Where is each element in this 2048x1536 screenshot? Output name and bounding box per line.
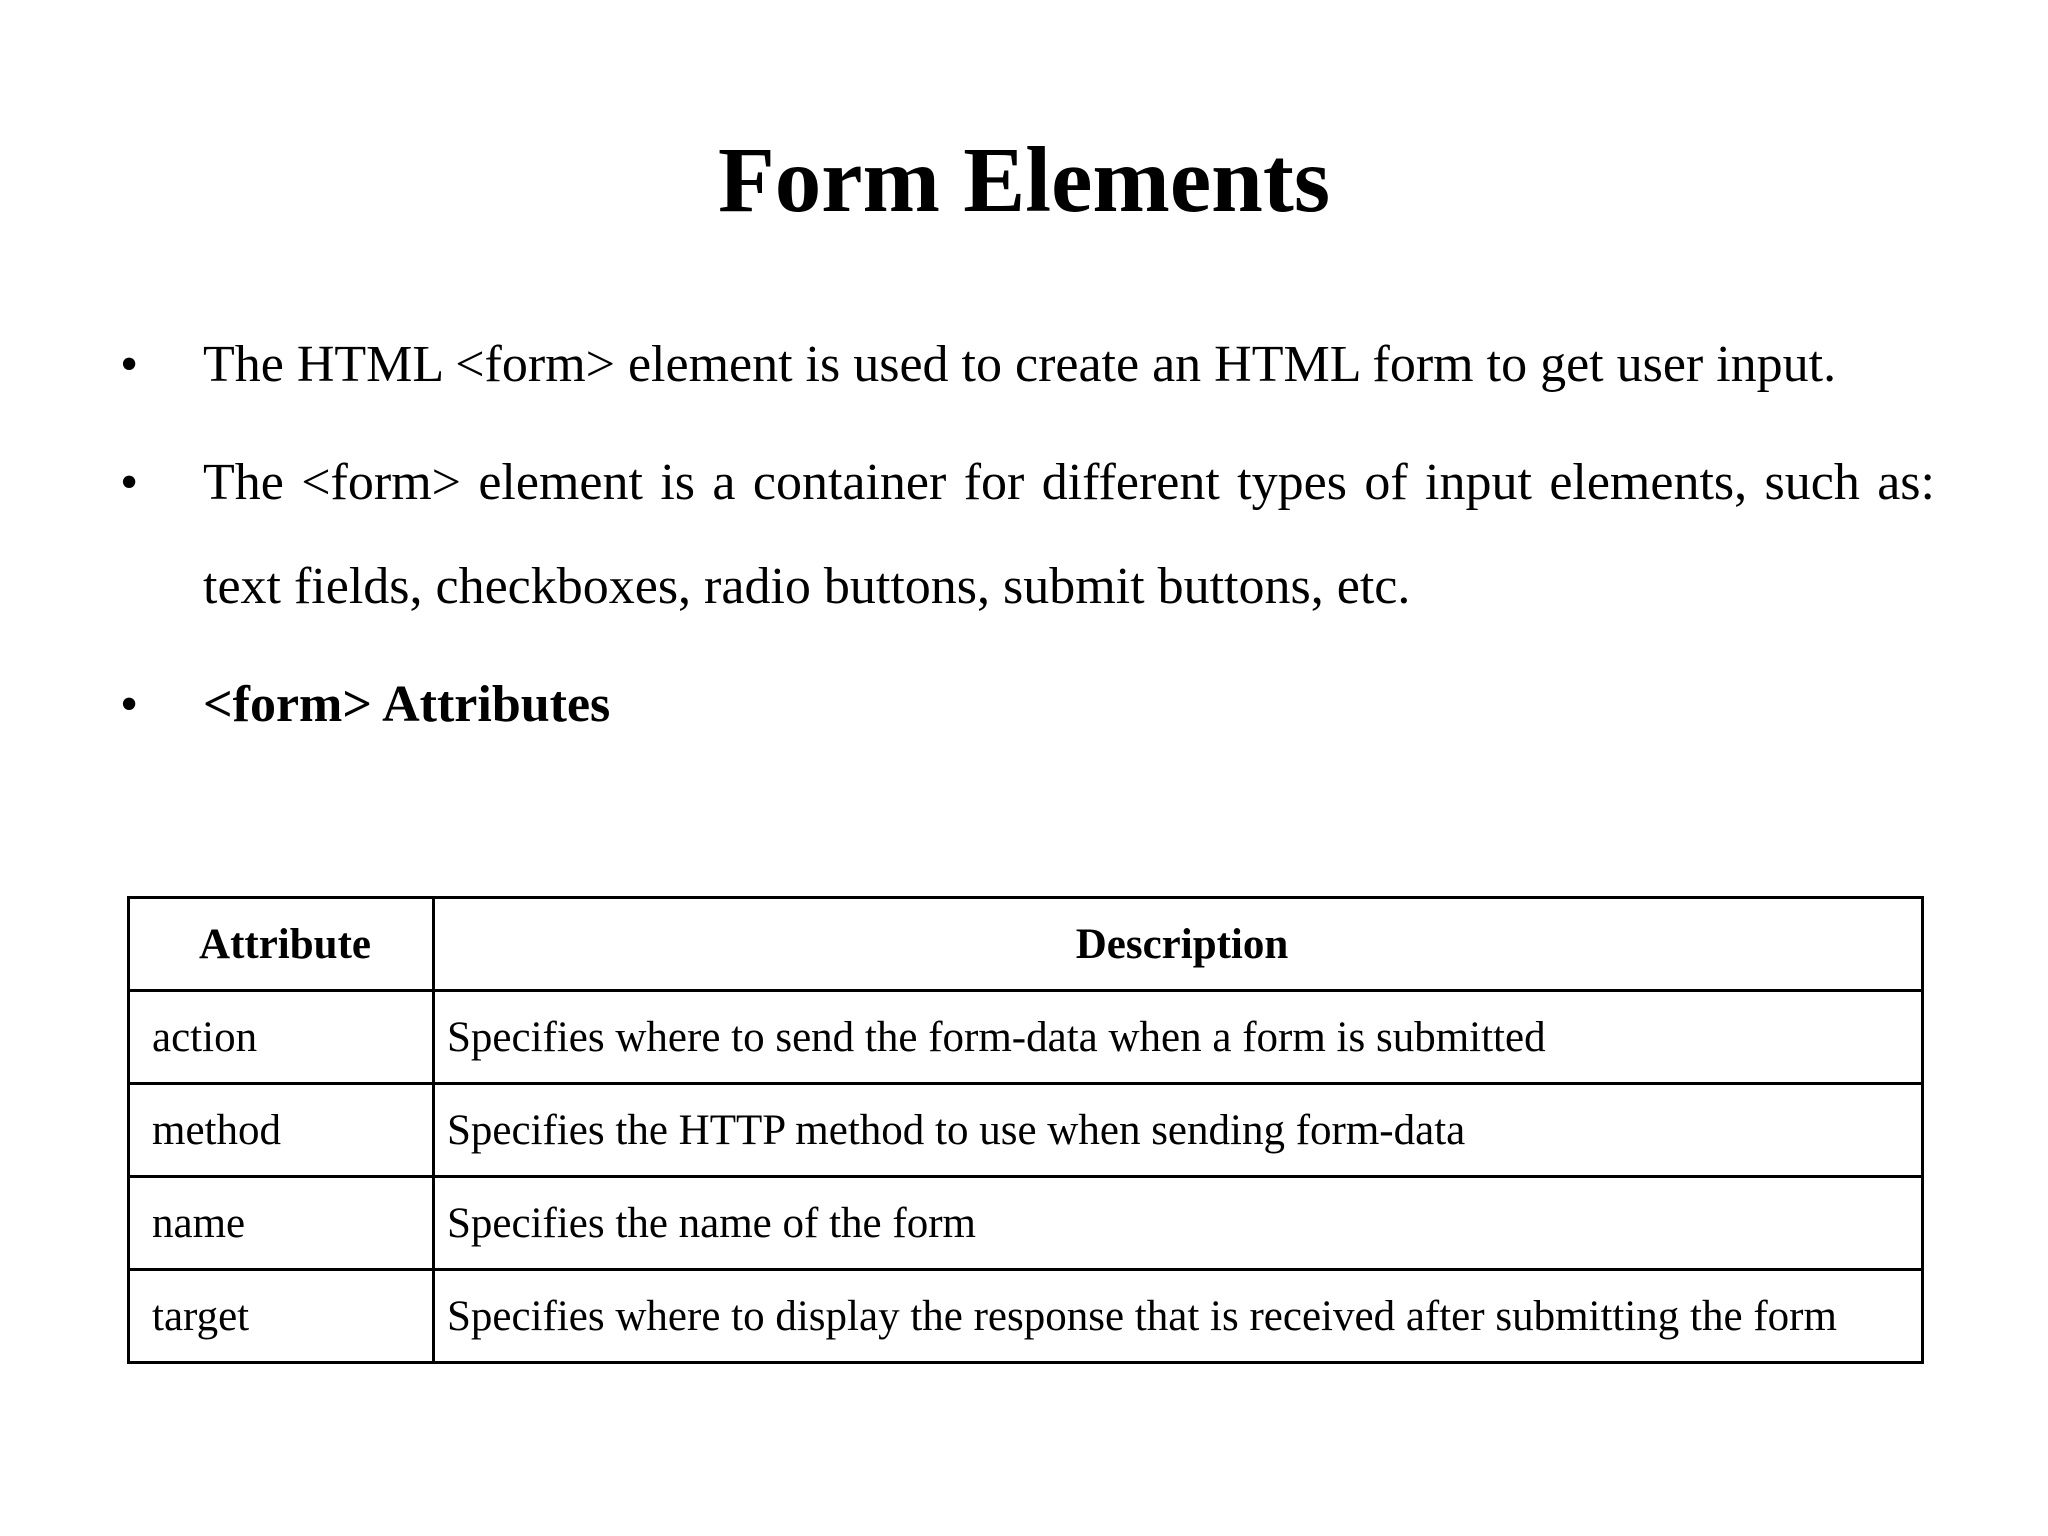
header-description: Description bbox=[434, 898, 1923, 991]
bullet-item bbox=[120, 653, 1935, 757]
bullet-dot: • bbox=[120, 676, 139, 733]
table-header-row bbox=[129, 898, 1923, 991]
attribute-cell: method bbox=[129, 1084, 434, 1177]
table-row bbox=[129, 991, 1923, 1084]
bullet-list bbox=[120, 313, 1935, 771]
description-cell: Specifies the name of the form bbox=[434, 1177, 1923, 1270]
table-row bbox=[129, 1177, 1923, 1270]
table-row bbox=[129, 1084, 1923, 1177]
attribute-cell: target bbox=[129, 1270, 434, 1363]
bullet-item bbox=[120, 431, 1935, 639]
attribute-cell: name bbox=[129, 1177, 434, 1270]
slide-title: Form Elements bbox=[717, 129, 1331, 232]
header-attribute: Attribute bbox=[129, 898, 434, 991]
table-row bbox=[129, 1270, 1923, 1363]
bullet-item bbox=[120, 313, 1935, 417]
bullet-text-heading: <form> Attributes bbox=[203, 676, 611, 733]
description-cell: Specifies the HTTP method to use when sending form-data bbox=[434, 1084, 1923, 1177]
description-cell: Specifies where to display the response that is received after submitting the form bbox=[434, 1270, 1923, 1363]
attributes-table bbox=[127, 896, 1924, 1364]
bullet-text: The HTML <form> element is used to create an HTML form to get user input. bbox=[203, 336, 1837, 393]
bullet-text: The <form> element is a container for different types of input elements, such as: text fields, checkboxes, radio buttons, submit buttons, etc. bbox=[203, 454, 1935, 615]
description-cell: Specifies where to send the form-data when a form is submitted bbox=[434, 991, 1923, 1084]
bullet-dot: • bbox=[120, 454, 139, 511]
attribute-cell: action bbox=[129, 991, 434, 1084]
bullet-dot: • bbox=[120, 336, 139, 393]
